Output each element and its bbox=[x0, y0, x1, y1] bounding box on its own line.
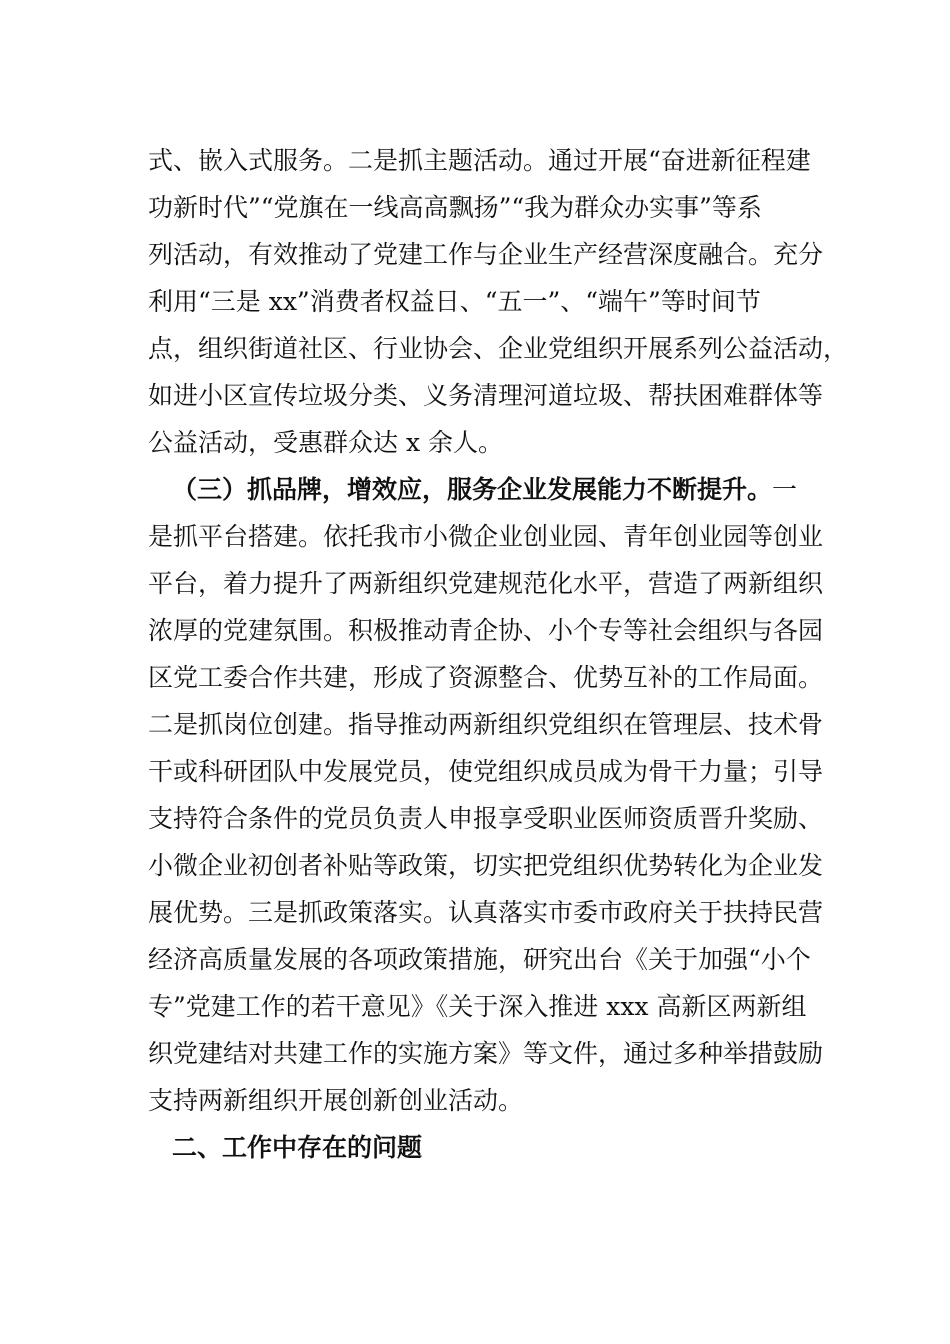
text-line: 是抓平台搭建。依托我市小微企业创业园、青年创业园等创业 bbox=[148, 522, 824, 551]
text-line: 经济高质量发展的各项政策措施，研究出台《关于加强“小个 bbox=[148, 945, 811, 974]
text-line: 利用“三是 xx”消费者权益日、“五一”、“端午”等时间节 bbox=[148, 287, 761, 316]
text-line: 织党建结对共建工作的实施方案》等文件，通过多种举措鼓励 bbox=[148, 1039, 824, 1068]
text-line: 平台，着力提升了两新组织党建规范化水平，营造了两新组织 bbox=[148, 569, 824, 598]
text-line: 展优势。三是抓政策落实。认真落实市委市政府关于扶持民营 bbox=[148, 898, 824, 927]
text-line: 式、嵌入式服务。二是抓主题活动。通过开展“奋进新征程建 bbox=[148, 146, 811, 175]
text-line: 小微企业初创者补贴等政策，切实把党组织优势转化为企业发 bbox=[148, 851, 824, 880]
text-line: 列活动，有效推动了党建工作与企业生产经营深度融合。充分 bbox=[148, 240, 824, 269]
text-line: 专”党建工作的若干意见》《关于深入推进 xxx 高新区两新组 bbox=[148, 992, 807, 1021]
text-line: 二是抓岗位创建。指导推动两新组织党组织在管理层、技术骨 bbox=[148, 710, 824, 739]
text-line: 功新时代”“党旗在一线高高飘扬”“我为群众办实事”等系 bbox=[148, 193, 762, 222]
text-line: 如进小区宣传垃圾分类、义务清理河道垃圾、帮扶困难群体等 bbox=[148, 381, 824, 410]
text-line: 公益活动，受惠群众达 x 余人。 bbox=[148, 428, 503, 457]
text-line: 支持符合条件的党员负责人申报享受职业医师资质晋升奖励、 bbox=[148, 804, 824, 833]
text-line: 支持两新组织开展创新创业活动。 bbox=[148, 1086, 524, 1115]
text-line: 浓厚的党建氛围。积极推动青企协、小个专等社会组织与各园 bbox=[148, 616, 824, 645]
section-lead-heading: （三）抓品牌，增效应，服务企业发展能力不断提升。 bbox=[172, 475, 773, 504]
text-line: 点，组织街道社区、行业协会、企业党组织开展系列公益活动， bbox=[148, 334, 849, 363]
text-span: 一 bbox=[772, 475, 798, 504]
section-heading: 二、工作中存在的问题 bbox=[172, 1133, 423, 1162]
text-line-first bbox=[172, 467, 797, 513]
text-line: 区党工委合作共建，形成了资源整合、优势互补的工作局面。 bbox=[148, 663, 824, 692]
text-line: 干或科研团队中发展党员，使党组织成员成为骨干力量；引导 bbox=[148, 757, 824, 786]
